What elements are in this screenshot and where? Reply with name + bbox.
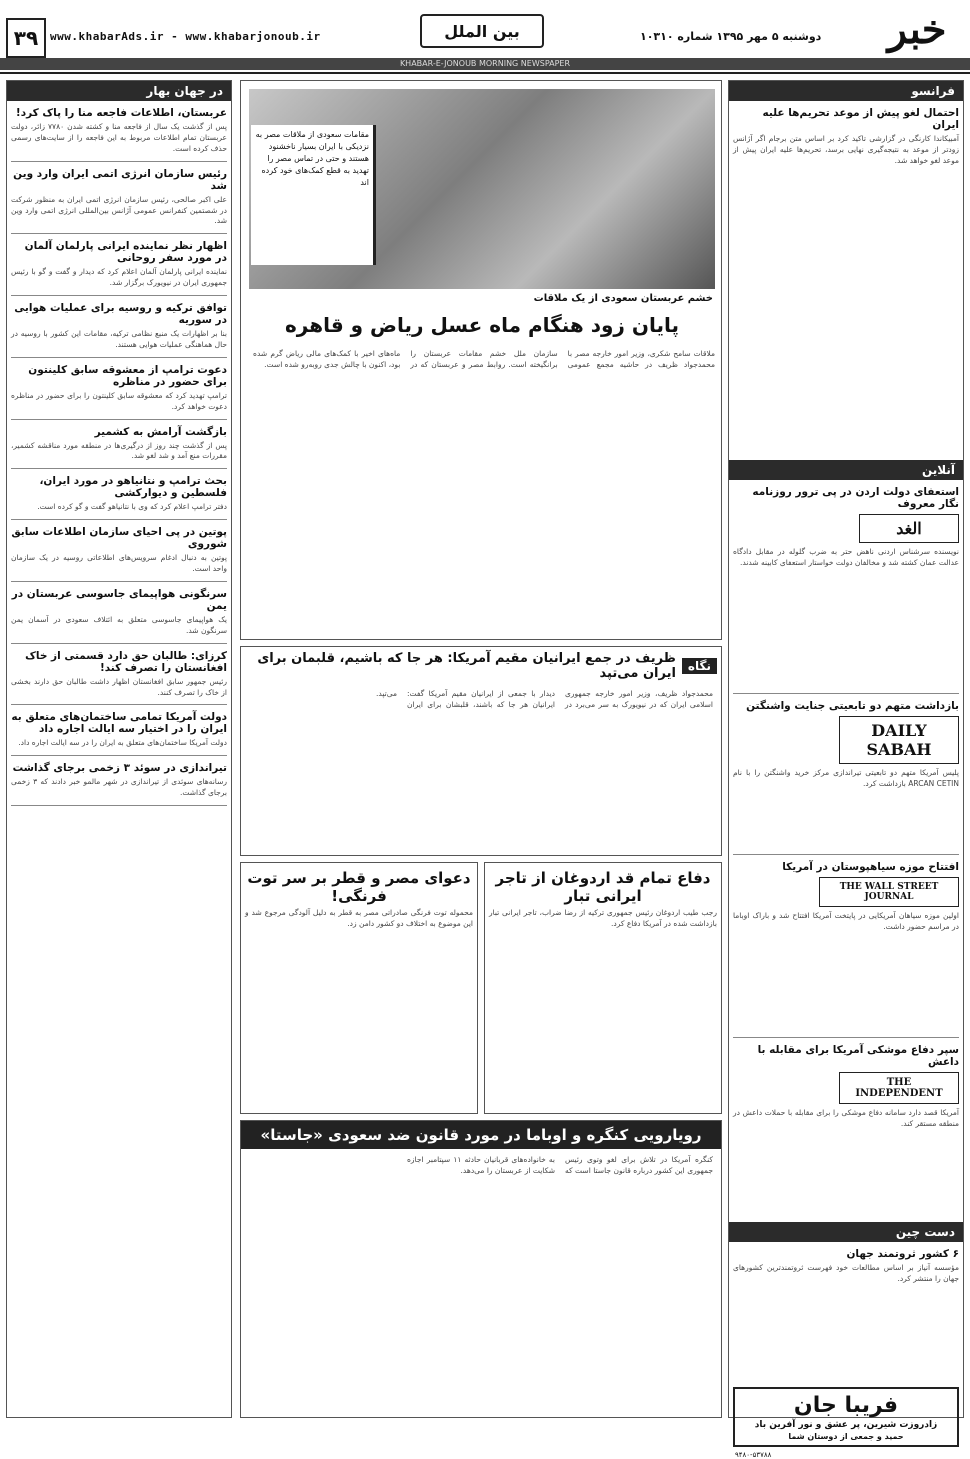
divider [11, 161, 227, 162]
ad-line2: حمید و جمعی از دوستان شما [788, 1432, 904, 1441]
lead-body: ملاقات سامح شکری، وزیر امور خارجه مصر با محمدجواد ظریف در حاشیه مجمع عمومی سازمان ملل خشم مقامات عربستان را برانگیخته است. روابط مصر و عربستان که در ماه‌های اخیر با کمک‌های مالی ریاض گرم شده بود، اکنون با چالش جدی روبه‌رو شده است. [253, 349, 715, 369]
independent-logo: THE INDEPENDENT [839, 1072, 959, 1104]
left-news-text: یک هواپیمای جاسوسی متعلق به ائتلاف سعودی در آسمان یمن سرنگون شد. [11, 614, 227, 635]
divider [733, 854, 959, 855]
left-news-title: بازگشت آرامش به کشمیر [94, 425, 227, 438]
divider [11, 357, 227, 358]
divider [11, 704, 227, 705]
divider [733, 693, 959, 694]
right-news-column [728, 80, 964, 1459]
page-number: ۳۹ [6, 18, 46, 58]
left-section-bar: در جهان بهار [7, 81, 231, 101]
masthead [0, 0, 970, 74]
divider [11, 519, 227, 520]
left-news-title: عربستان، اطلاعات فاجعه منا را پاک کرد! [15, 107, 227, 119]
divider [11, 755, 227, 756]
photo-caption-box: مقامات سعودی از ملاقات مصر به نزدیکی با ایران بسیار ناخشنود هستند و حتی در تماس مصر را تهدید به قطع کمک‌های خود کرده اند [251, 125, 376, 265]
newspaper-logo: خبر [887, 5, 947, 53]
divider [11, 233, 227, 234]
erdogan-headline: دفاع تمام قد اردوغان از تاجر ایرانی تبار [495, 869, 711, 905]
rich-countries-title: ۶ کشور ثروتمند جهان [846, 1248, 959, 1260]
left-news-text: رئیس جمهور سابق افغانستان اظهار داشت طالبان حق دارند بخشی از خاک را تصرف کنند. [11, 676, 227, 697]
left-news-title: توافق ترکیه و روسیه برای عملیات هوایی در سوریه [14, 302, 227, 326]
missile-title: سپر دفاع موشکی آمریکا برای مقابله با داعش [757, 1044, 959, 1068]
jordan-title: استعفای دولت اردن در پی ترور روزنامه نگار معروف [752, 486, 959, 510]
divider [11, 643, 227, 644]
divider [11, 419, 227, 420]
zarif-headline: ظریف در جمع ایرانیان مقیم آمریکا: هر جا که باشیم، قلبمان برای ایران می‌تپد [257, 651, 676, 681]
sabah-title: بازداشت متهم دو تابعیتی جنایت واشنگتن [746, 700, 959, 712]
jasta-story [240, 1120, 722, 1418]
left-news-text: ترامپ تهدید کرد که معشوقه سابق کلینتون را برای حضور در مناظره دعوت خواهد کرد. [11, 390, 227, 411]
divider [733, 1037, 959, 1038]
egypt-qatar-headline: دعوای مصر و قطر بر سر توت فرنگی! [247, 869, 471, 905]
left-news-title: کرزای: طالبان حق دارد قسمتی از خاک افغانستان را تصرف کند! [25, 649, 227, 674]
france-title: احتمال لغو پیش از موعد تحریم‌ها علیه ایران [762, 107, 959, 131]
left-news-column [6, 80, 232, 1418]
ad-name: فریبا جان [793, 1393, 899, 1418]
left-news-text: نماینده ایرانی پارلمان آلمان اعلام کرد که دیدار و گفت و گو با رئیس جمهوری ایران در نیویورک برگزار شد. [11, 267, 227, 288]
left-news-text: پس از گذشت چند روز از درگیری‌ها در منطقه مورد مناقشه کشمیر، مقررات منع آمد و شد لغو شد. [11, 440, 227, 461]
left-news-text: رسانه‌های سوئدی از تیراندازی در شهر مالمو خبر دادند که ۳ زخمی برجای گذاشت. [11, 777, 227, 798]
jasta-headline: رویارویی کنگره و اوباما در مورد قانون ضد سعودی «جاستا» [241, 1121, 721, 1149]
france-section-bar: فرانسو [729, 81, 963, 101]
hand-picked-bar: دست چین [729, 1222, 963, 1242]
left-news-text: پس از گذشت یک سال از فاجعه منا و کشته شدن ۷۷۸۰ زائر، دولت عربستان تمام اطلاعات مربوط به این فاجعه را از سایت‌های رسمی حذف کرده است. [11, 122, 228, 153]
egypt-qatar-body: محموله توت فرنگی صادراتی مصر به قطر به دلیل آلودگی مرجوع شد و این موضوع به اختلاف دو کشور دامن زد. [245, 908, 473, 928]
wsj-logo: THE WALL STREET JOURNAL [819, 877, 959, 907]
look-label: نگاه [682, 658, 717, 674]
alghad-logo: الغد [859, 514, 959, 543]
jasta-body: کنگره آمریکا در تلاش برای لغو وتوی رئیس جمهوری این کشور درباره قانون جاستا است که به خانواده‌های قربانیان حادثه ۱۱ سپتامبر اجازه شکایت از عربستان را می‌دهد. [407, 1155, 713, 1175]
zarif-body: محمدجواد ظریف، وزیر امور خارجه جمهوری اسلامی ایران که در نیویورک به سر می‌برد در دیدار با جمعی از ایرانیان مقیم آمریکا گفت: ایرانیان هر جا که باشند، قلبشان برای ایران می‌تپد. [376, 689, 713, 709]
left-news-title: اظهار نظر نماینده ایرانی پارلمان آلمان در مورد سفر روحانی [24, 240, 227, 265]
lead-headline: پایان زود هنگام ماه عسل ریاض و قاهره [284, 313, 680, 337]
left-news-text: پوتین به دنبال ادغام سرویس‌های اطلاعاتی روسیه در یک سازمان واحد است. [11, 553, 227, 573]
photo-caption: خشم عربستان سعودی از یک ملاقات [533, 293, 713, 304]
online-section-bar: آنلاین [729, 460, 963, 480]
left-news-text: دفتر ترامپ اعلام کرد که وی با نتانیاهو گفت و گو کرده است. [37, 502, 227, 512]
rich-countries-text: مؤسسه آنیاز بر اساس مطالعات خود فهرست ثروتمندترین کشورهای جهان را منتشر کرد. [733, 1263, 959, 1283]
lead-story [240, 80, 722, 640]
left-news-text: علی اکبر صالحی، رئیس سازمان انرژی اتمی ایران به منظور شرکت در شصتمین کنفرانس عمومی آژانس بین‌المللی انرژی اتمی وارد وین شد. [11, 194, 227, 226]
zarif-story [240, 646, 722, 856]
divider [11, 581, 227, 582]
erdogan-story [484, 862, 722, 1114]
daily-sabah-logo: DAILY SABAH [839, 716, 959, 764]
sabah-text: پلیس آمریکا متهم دو تابعیتی تیراندازی مرکز خرید واشنگتن را با نام ARCAN CETIN بازداشت کرد. [733, 768, 959, 788]
left-news-title: دعوت ترامپ از معشوقه سابق کلینتون برای حضور در مناظره [28, 363, 227, 388]
english-banner: KHABAR-E-JONOUB MORNING NEWSPAPER [0, 58, 970, 70]
website-line[interactable]: www.khabarAds.ir - www.khabarjonoub.ir [50, 30, 321, 43]
divider [11, 295, 227, 296]
jordan-text: نویسنده سرشناس اردنی ناهض حتر به ضرب گلوله در مقابل دادگاه عدالت عمان کشته شد و مخالفان دولت خواستار استعفای کابینه شدند. [733, 547, 959, 567]
birthday-ad [733, 1387, 959, 1447]
ad-code: ۹۴۸۰-۵۳۷۸۸ [735, 1451, 772, 1459]
ad-line1: زادروزت شیرین، پر عشق و نور آفرین باد [754, 1420, 938, 1430]
left-news-title: دولت آمریکا تمامی ساختمان‌های متعلق به ایران را در اختیار سه ایالت اجاره داد [11, 711, 227, 736]
left-news-text: دولت آمریکا ساختمان‌های متعلق به ایران را در سه ایالت اجاره داد. [18, 738, 227, 748]
left-news-title: تیراندازی در سوئد ۳ زخمی برجای گذاشت [12, 762, 227, 775]
egypt-qatar-story [240, 862, 478, 1114]
museum-text: اولین موزه سیاهان آمریکایی در پایتخت آمریکا افتتاح شد و باراک اوباما در مراسم حضور داشت. [733, 911, 959, 931]
left-news-title: بحث ترامپ و نتانیاهو در مورد ایران، فلسطین و دیوارکشی [39, 475, 227, 500]
section-title: بین الملل [420, 14, 544, 48]
france-text: آمبیکاندا کارنگی در گزارشی تاکید کرد بر اساس متن برجام اگر آژانس زودتر از موعد به نتیجه‌گیری نهایی برسد، تحریم‌ها علیه ایران پیش از موعد لغو خواهد شد. [733, 134, 959, 165]
missile-text: آمریکا قصد دارد سامانه دفاع موشکی را برای مقابله با حملات داعش در منطقه مستقر کند. [733, 1108, 959, 1128]
left-news-title: پوتین در پی احیای سازمان اطلاعات سابق شوروی [11, 526, 227, 551]
museum-title: افتتاح موزه سیاهپوستان در آمریکا [782, 861, 959, 873]
left-news-text: بنا بر اظهارات یک منبع نظامی ترکیه، مقامات این کشور با روسیه در حال هماهنگی عملیات هوایی هستند. [11, 329, 227, 349]
left-news-title: سرنگونی هواپیمای جاسوسی عربستان در یمن [11, 587, 227, 612]
erdogan-body: رجب طیب اردوغان رئیس جمهوری ترکیه از رضا ضراب، تاجر ایرانی تبار بازداشت شده در آمریکا دفاع کرد. [489, 908, 717, 928]
date-line: دوشنبه ۵ مهر ۱۳۹۵ شماره ۱۰۳۱۰ [640, 30, 822, 43]
divider [11, 805, 227, 806]
divider [11, 468, 227, 469]
left-news-title: رئیس سازمان انرژی اتمی ایران وارد وین شد [13, 167, 227, 192]
